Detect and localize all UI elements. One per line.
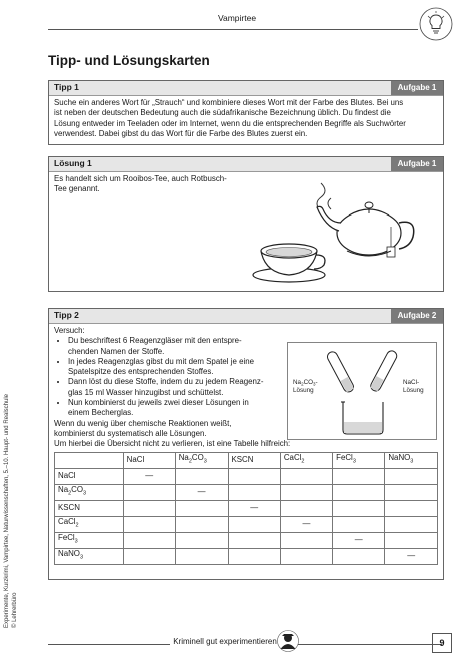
cell-text: CaCl	[283, 453, 302, 463]
row-header	[55, 532, 124, 548]
table-row	[55, 532, 438, 548]
table-cell	[228, 548, 280, 564]
table-cell	[333, 484, 385, 500]
table-cell: —	[228, 500, 280, 516]
table-cell	[123, 516, 175, 532]
header-title: Vampirtee	[217, 13, 257, 23]
page-title: Tipp- und Lösungskarten	[48, 53, 210, 68]
table-cell	[385, 516, 438, 532]
table-cell	[175, 468, 228, 484]
header-rule	[48, 29, 418, 30]
card-label: Tipp 1	[54, 82, 79, 92]
table-cell	[385, 500, 438, 516]
subscript: 3	[203, 458, 207, 465]
text-line: © Lehrerbüro	[11, 592, 18, 628]
subscript: 3	[352, 458, 356, 465]
text-line: kombinierst du systematisch alle Lösungen.	[54, 428, 207, 438]
table-cell	[175, 516, 228, 532]
column-header	[333, 452, 385, 468]
card-text	[49, 96, 443, 141]
card-header	[49, 309, 443, 324]
text-line: Es handelt sich um Rooibos-Tee, auch Rotbusch-	[54, 174, 227, 183]
table-cell	[123, 500, 175, 516]
table-cell: —	[385, 548, 438, 564]
table-cell: —	[333, 532, 385, 548]
card-label: Tipp 2	[54, 310, 79, 320]
table-cell	[333, 468, 385, 484]
row-header	[55, 548, 124, 564]
table-row	[55, 548, 438, 564]
cell-text: CO	[71, 485, 83, 495]
table-cell	[333, 548, 385, 564]
column-header	[385, 452, 438, 468]
text-line: ist neben der deutschen Bedeutung auch die südafrikanische Bezeichnung üblich. Du findest die	[54, 108, 391, 118]
row-header	[55, 468, 124, 484]
table-cell: —	[280, 516, 332, 532]
table-cell: —	[175, 484, 228, 500]
text-line: glas 15 ml Wasser hinzugibst und schüttelst.	[68, 387, 224, 397]
card-label: Lösung 1	[54, 158, 92, 168]
column-header	[175, 452, 228, 468]
table-cell	[175, 548, 228, 564]
table-cell	[228, 484, 280, 500]
card-header	[49, 157, 443, 172]
cell-text: Na	[58, 485, 69, 495]
cell-text: CO	[191, 453, 204, 463]
table-cell	[123, 484, 175, 500]
combination-table	[54, 452, 438, 565]
subscript: 3	[79, 554, 83, 561]
table-cell	[228, 516, 280, 532]
table-cell	[123, 548, 175, 564]
text-line: Du beschriftest 6 Reagenzgläser mit den entspre-	[68, 336, 242, 346]
cell-text: NaNO	[388, 453, 411, 463]
row-header	[55, 516, 124, 532]
page-number: 9	[432, 633, 452, 653]
table-cell	[280, 484, 332, 500]
table-corner	[55, 452, 124, 468]
cell-text: KSCN	[58, 502, 80, 512]
cell-text: Na	[178, 453, 189, 463]
cell-text: CaCl	[58, 517, 76, 527]
table-cell	[280, 532, 332, 548]
text-line: Dann löst du diese Stoffe, indem du zu jedem Reagenz-	[68, 377, 264, 387]
table-cell	[175, 500, 228, 516]
footer-title: Kriminell gut experimentieren	[170, 637, 280, 646]
subscript: 2	[188, 458, 192, 465]
table-cell	[123, 532, 175, 548]
table-cell	[280, 500, 332, 516]
right-solution-label-line2: Lösung	[403, 387, 424, 394]
text-line: In jedes Reagenzglas gibst du mit dem Spatel je eine	[68, 356, 254, 366]
table-row	[55, 484, 438, 500]
text-line: Tee genannt.	[54, 184, 100, 194]
table-cell	[280, 548, 332, 564]
text-line: Spatelspitze des entsprechenden Stoffes.	[68, 367, 214, 377]
text-line: Experimente, Kurzkrimi, Vampirtee, Naturwissenschaften, 5.–10. Haupt- und Realschule	[4, 394, 10, 628]
table-cell	[333, 516, 385, 532]
table-cell	[280, 468, 332, 484]
text-line: Suche ein anderes Wort für „Strauch“ und kombiniere dieses Wort mit der Farbe des Blutes. Bei uns	[54, 98, 404, 107]
intro-text: Versuch:	[54, 326, 85, 335]
subscript: 3	[410, 458, 414, 465]
column-header	[123, 452, 175, 468]
table-cell	[228, 468, 280, 484]
table-cell	[228, 532, 280, 548]
text-line: chenden Namen der Stoffe.	[68, 346, 165, 356]
text-line: Lösung entweder im Teeladen oder im Internet, wenn du die entsprechenden Begriffe als Suchwörter	[54, 118, 406, 128]
table-row	[55, 452, 438, 468]
cell-text: FeCl	[336, 453, 353, 463]
detective-avatar-icon	[277, 630, 299, 652]
subscript: 2	[68, 490, 72, 497]
card-tag: Aufgabe 1	[391, 81, 443, 95]
card-loesung-1	[48, 156, 444, 292]
table-cell: —	[123, 468, 175, 484]
column-header	[280, 452, 332, 468]
side-copyright	[4, 388, 19, 628]
table-row	[55, 516, 438, 532]
card-tag: Aufgabe 1	[391, 157, 443, 171]
subscript: 3	[74, 538, 78, 545]
table-cell	[333, 500, 385, 516]
table-intro: Um hierbei die Übersicht nicht zu verlieren, ist eine Tabelle hilfreich:	[54, 439, 291, 449]
card-text	[49, 324, 443, 567]
text-line: einem Becherglas.	[68, 408, 134, 418]
text-line: Wenn du wenig über chemische Reaktionen weißt,	[54, 418, 232, 428]
table-row	[55, 500, 438, 516]
column-header	[228, 452, 280, 468]
card-tipp-2	[48, 308, 444, 580]
card-header	[49, 81, 443, 96]
teapot-teacup-illustration	[249, 171, 429, 291]
table-cell	[385, 468, 438, 484]
left-solution-label-line2: Lösung	[293, 387, 314, 394]
row-header	[55, 484, 124, 500]
cell-text: NaNO	[58, 549, 80, 559]
table-cell	[385, 532, 438, 548]
subscript: 2	[75, 522, 79, 529]
right-solution-label: NaCl-	[403, 379, 420, 386]
cell-text: KSCN	[231, 454, 254, 464]
beaker-diagram	[287, 342, 437, 440]
subscript: 2	[301, 458, 305, 465]
table-row	[55, 468, 438, 484]
left-solution-label: $Na_2CO_3-$	[293, 379, 318, 387]
text-line: Nun kombinierst du jeweils zwei dieser Lösungen in	[68, 398, 249, 408]
row-header	[55, 500, 124, 516]
cell-text: NaCl	[58, 470, 76, 480]
card-tipp-1	[48, 80, 444, 145]
card-tag: Aufgabe 2	[391, 309, 443, 323]
table-cell	[175, 532, 228, 548]
lightbulb-icon	[419, 7, 453, 41]
cell-text: NaCl	[126, 454, 145, 464]
subscript: 3	[83, 490, 87, 497]
text-line: verwendest. Dabei gibst du das Wort für die Farbe des Blutes zuerst ein.	[54, 128, 308, 138]
table-cell	[385, 484, 438, 500]
cell-text: FeCl	[58, 533, 75, 543]
